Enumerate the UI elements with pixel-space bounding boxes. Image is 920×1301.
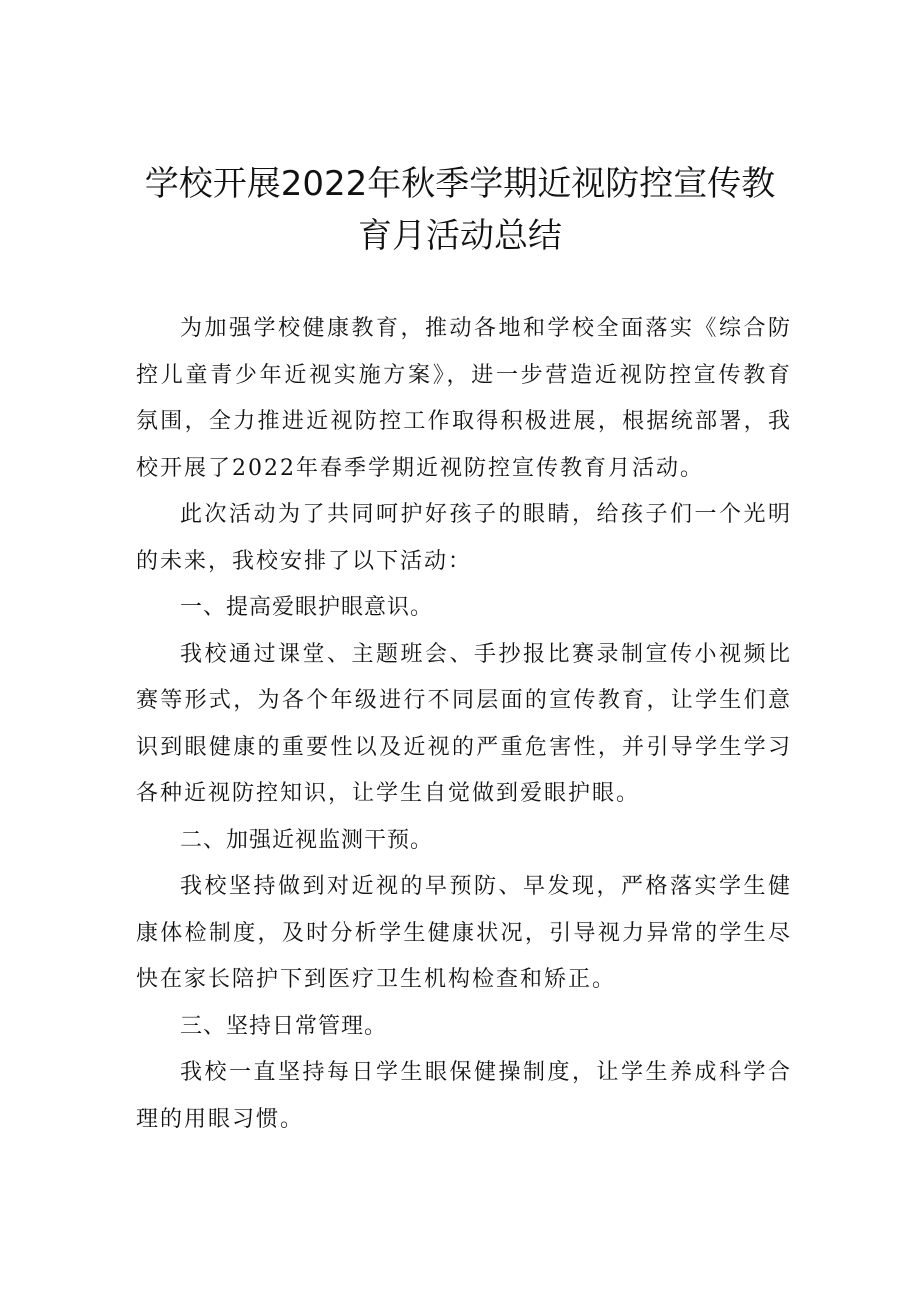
paragraph-section-2: 我校坚持做到对近视的早预防、早发现，严格落实学生健康体检制度，及时分析学生健康状况，引导视力异常的学生尽快在家长陪护下到医疗卫生机构检查和矫正。	[136, 874, 792, 992]
paragraph-section-3: 我校一直坚持每日学生眼保健操制度，让学生养成科学合理的用眼习惯。	[136, 1060, 792, 1132]
document-body	[136, 306, 792, 1143]
section-heading-1: 一、提高爱眼护眼意识。	[180, 595, 434, 620]
paragraph-purpose: 此次活动为了共同呵护好孩子的眼睛，给孩子们一个光明的未来，我校安排了以下活动：	[136, 502, 792, 574]
section-heading-3: 三、坚持日常管理。	[180, 1013, 388, 1039]
section-heading-2: 二、加强近视监测干预。	[180, 827, 434, 853]
paragraph-intro: 为加强学校健康教育，推动各地和学校全面落实《综合防控儿童青少年近视实施方案》，进一步营造近视防控宣传教育氛围，全力推进近视防控工作取得积极进展，根据统部署，我校开展了2022年春季学期近视防控宣传教育月活动。	[136, 316, 792, 481]
title-line-2: 育月活动总结	[358, 216, 562, 256]
paragraph-section-1: 我校通过课堂、主题班会、手抄报比赛录制宣传小视频比赛等形式，为各个年级进行不同层面的宣传教育，让学生们意识到眼健康的重要性以及近视的严重危害性，并引导学生学习各种近视防控知识，让学生自觉做到爱眼护眼。	[136, 641, 792, 806]
title-line-1: 学校开展2022年秋季学期近视防控宣传教	[144, 164, 776, 204]
page-title	[120, 158, 800, 262]
